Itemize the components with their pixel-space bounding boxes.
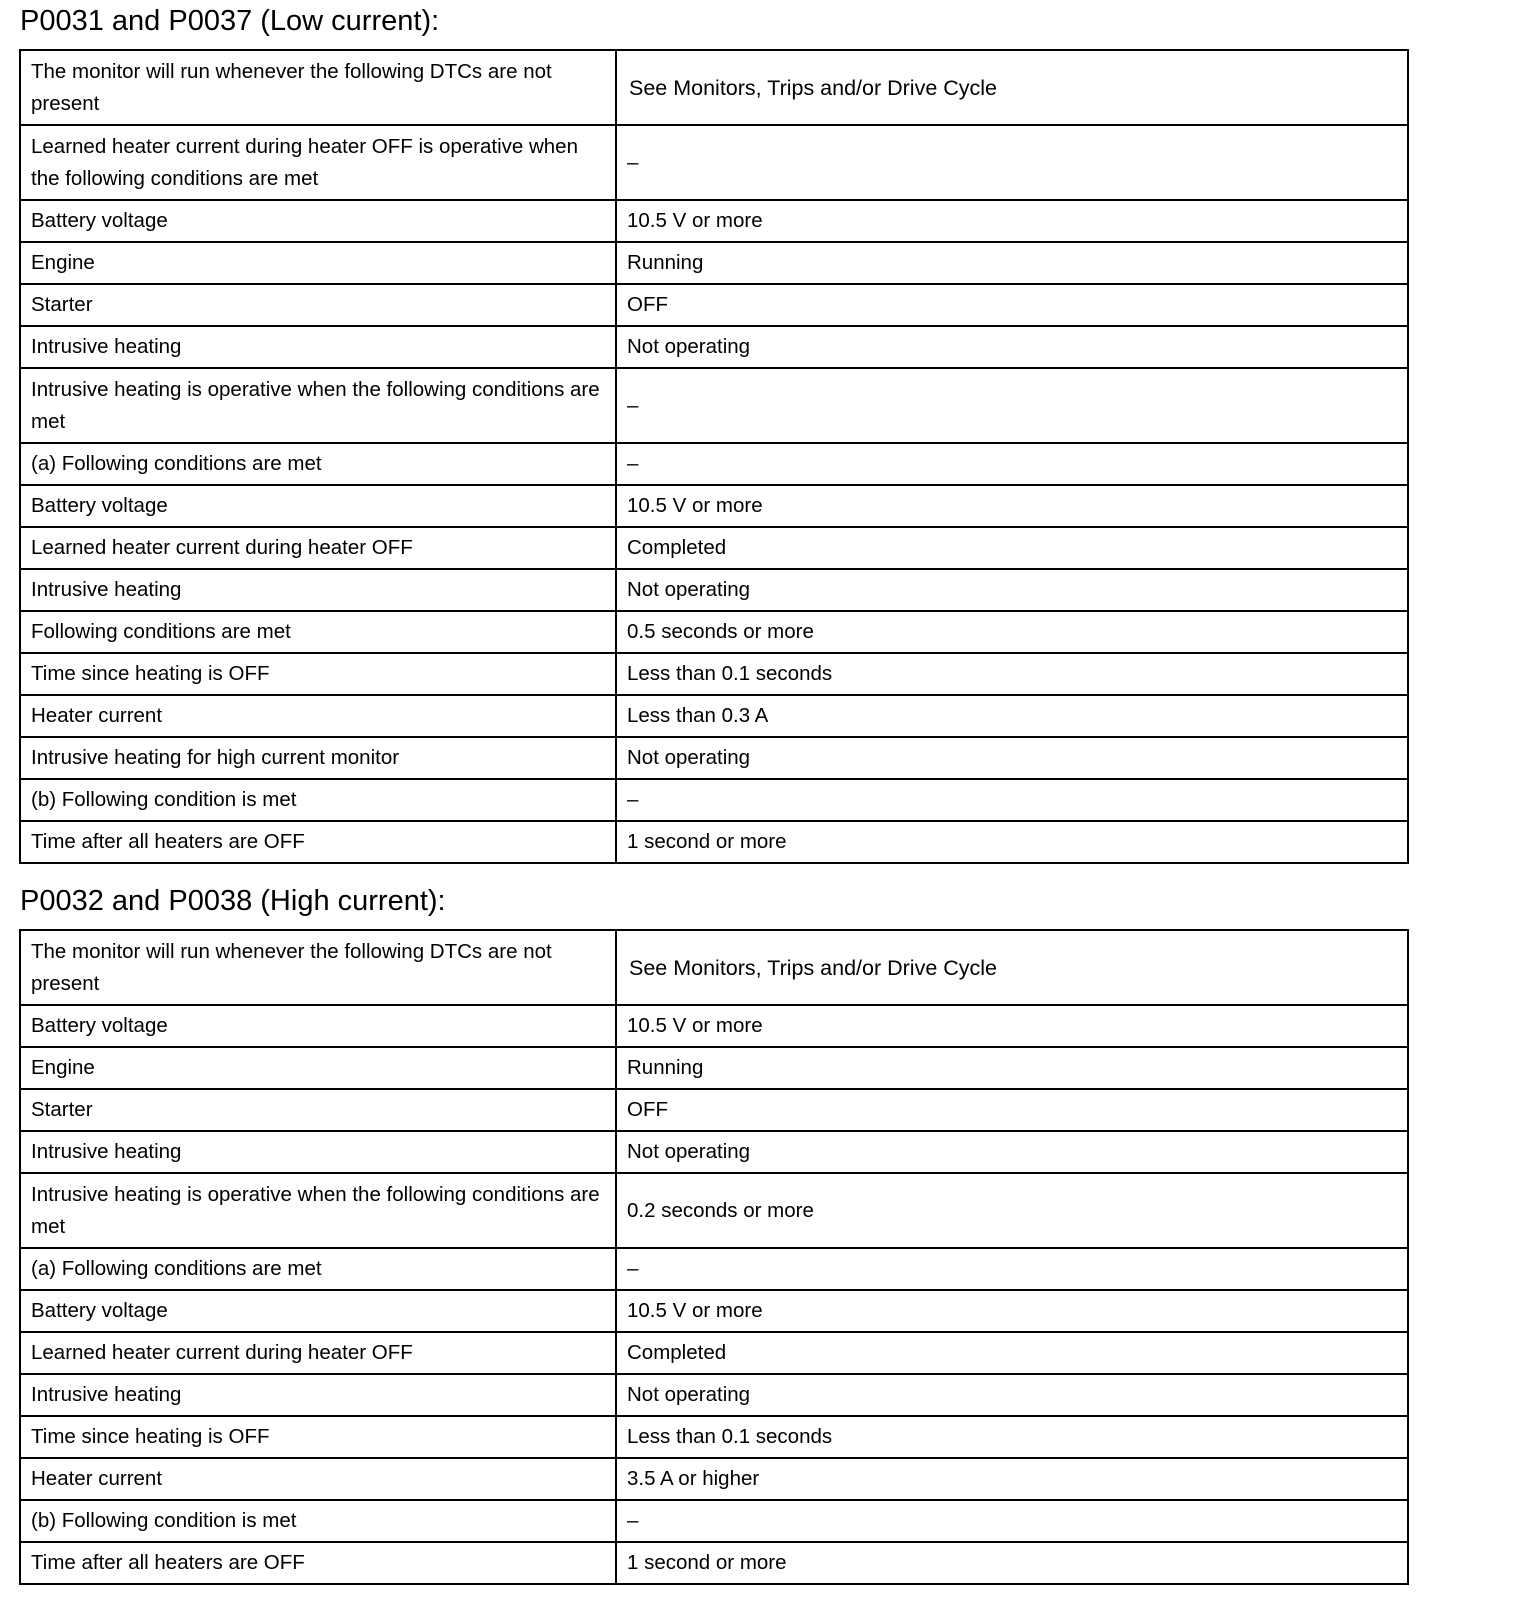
table-row bbox=[20, 779, 1408, 821]
condition-cell: The monitor will run whenever the following DTCs are not present bbox=[20, 930, 616, 1005]
table-row bbox=[20, 50, 1408, 125]
value-cell: Running bbox=[616, 242, 1408, 284]
condition-cell: Time since heating is OFF bbox=[20, 1416, 616, 1458]
condition-cell: (a) Following conditions are met bbox=[20, 1248, 616, 1290]
table-row bbox=[20, 1332, 1408, 1374]
value-cell: Not operating bbox=[616, 326, 1408, 368]
condition-cell: Intrusive heating is operative when the following conditions are met bbox=[20, 1173, 616, 1248]
condition-cell: Intrusive heating bbox=[20, 569, 616, 611]
table-row bbox=[20, 368, 1408, 443]
condition-cell: Time after all heaters are OFF bbox=[20, 821, 616, 863]
table-row bbox=[20, 653, 1408, 695]
value-cell: – bbox=[616, 368, 1408, 443]
table-row bbox=[20, 443, 1408, 485]
value-cell: Less than 0.3 A bbox=[616, 695, 1408, 737]
table-row bbox=[20, 1047, 1408, 1089]
table-row bbox=[20, 1131, 1408, 1173]
value-cell: 10.5 V or more bbox=[616, 200, 1408, 242]
condition-cell: Battery voltage bbox=[20, 1005, 616, 1047]
table-row bbox=[20, 200, 1408, 242]
condition-cell: (b) Following condition is met bbox=[20, 779, 616, 821]
condition-cell: Learned heater current during heater OFF bbox=[20, 527, 616, 569]
value-cell: 3.5 A or higher bbox=[616, 1458, 1408, 1500]
condition-cell: The monitor will run whenever the following DTCs are not present bbox=[20, 50, 616, 125]
table-row bbox=[20, 1005, 1408, 1047]
value-cell: OFF bbox=[616, 1089, 1408, 1131]
section-title-low-current: P0031 and P0037 (Low current): bbox=[20, 5, 440, 37]
table-row bbox=[20, 1173, 1408, 1248]
value-cell: 0.2 seconds or more bbox=[616, 1173, 1408, 1248]
value-cell: – bbox=[616, 1248, 1408, 1290]
condition-cell: Battery voltage bbox=[20, 1290, 616, 1332]
table-row bbox=[20, 930, 1408, 1005]
condition-cell: Heater current bbox=[20, 1458, 616, 1500]
value-cell: 10.5 V or more bbox=[616, 1290, 1408, 1332]
condition-cell: Battery voltage bbox=[20, 200, 616, 242]
condition-cell: Heater current bbox=[20, 695, 616, 737]
table-row bbox=[20, 1416, 1408, 1458]
condition-cell: Intrusive heating is operative when the following conditions are met bbox=[20, 368, 616, 443]
value-cell: – bbox=[616, 443, 1408, 485]
table-row bbox=[20, 326, 1408, 368]
value-cell: Not operating bbox=[616, 1374, 1408, 1416]
table-row bbox=[20, 125, 1408, 200]
table-row bbox=[20, 821, 1408, 863]
section-title-high-current: P0032 and P0038 (High current): bbox=[20, 885, 446, 917]
condition-cell: Starter bbox=[20, 284, 616, 326]
table-row bbox=[20, 737, 1408, 779]
value-cell: 10.5 V or more bbox=[616, 1005, 1408, 1047]
table-row bbox=[20, 1374, 1408, 1416]
condition-cell: Learned heater current during heater OFF bbox=[20, 1332, 616, 1374]
high-current-conditions-table bbox=[19, 929, 1409, 1585]
table-row bbox=[20, 569, 1408, 611]
value-cell: Not operating bbox=[616, 1131, 1408, 1173]
value-cell: – bbox=[616, 125, 1408, 200]
condition-cell: Learned heater current during heater OFF is operative when the following conditions are met bbox=[20, 125, 616, 200]
value-cell: Less than 0.1 seconds bbox=[616, 1416, 1408, 1458]
value-cell: OFF bbox=[616, 284, 1408, 326]
value-cell: Completed bbox=[616, 1332, 1408, 1374]
table-row bbox=[20, 284, 1408, 326]
condition-cell: Engine bbox=[20, 242, 616, 284]
value-cell: – bbox=[616, 779, 1408, 821]
low-current-conditions-table bbox=[19, 49, 1409, 864]
table-row bbox=[20, 1248, 1408, 1290]
value-cell: 1 second or more bbox=[616, 821, 1408, 863]
table-row bbox=[20, 1458, 1408, 1500]
condition-cell: (a) Following conditions are met bbox=[20, 443, 616, 485]
condition-cell: (b) Following condition is met bbox=[20, 1500, 616, 1542]
condition-cell: Time after all heaters are OFF bbox=[20, 1542, 616, 1584]
condition-cell: Intrusive heating bbox=[20, 326, 616, 368]
value-cell: Completed bbox=[616, 527, 1408, 569]
condition-cell: Intrusive heating bbox=[20, 1131, 616, 1173]
table-row bbox=[20, 1290, 1408, 1332]
value-cell: Less than 0.1 seconds bbox=[616, 653, 1408, 695]
table-row bbox=[20, 485, 1408, 527]
condition-cell: Starter bbox=[20, 1089, 616, 1131]
condition-cell: Time since heating is OFF bbox=[20, 653, 616, 695]
table-row bbox=[20, 1089, 1408, 1131]
condition-cell: Battery voltage bbox=[20, 485, 616, 527]
condition-cell: Intrusive heating bbox=[20, 1374, 616, 1416]
table-row bbox=[20, 695, 1408, 737]
table-row bbox=[20, 527, 1408, 569]
value-cell: – bbox=[616, 1500, 1408, 1542]
value-cell: See Monitors, Trips and/or Drive Cycle bbox=[616, 930, 1408, 1005]
value-cell: Running bbox=[616, 1047, 1408, 1089]
condition-cell: Following conditions are met bbox=[20, 611, 616, 653]
table-row bbox=[20, 1542, 1408, 1584]
value-cell: 1 second or more bbox=[616, 1542, 1408, 1584]
table-row bbox=[20, 1500, 1408, 1542]
value-cell: Not operating bbox=[616, 569, 1408, 611]
value-cell: Not operating bbox=[616, 737, 1408, 779]
condition-cell: Engine bbox=[20, 1047, 616, 1089]
table-row bbox=[20, 611, 1408, 653]
value-cell: See Monitors, Trips and/or Drive Cycle bbox=[616, 50, 1408, 125]
table-row bbox=[20, 242, 1408, 284]
value-cell: 0.5 seconds or more bbox=[616, 611, 1408, 653]
condition-cell: Intrusive heating for high current monitor bbox=[20, 737, 616, 779]
value-cell: 10.5 V or more bbox=[616, 485, 1408, 527]
